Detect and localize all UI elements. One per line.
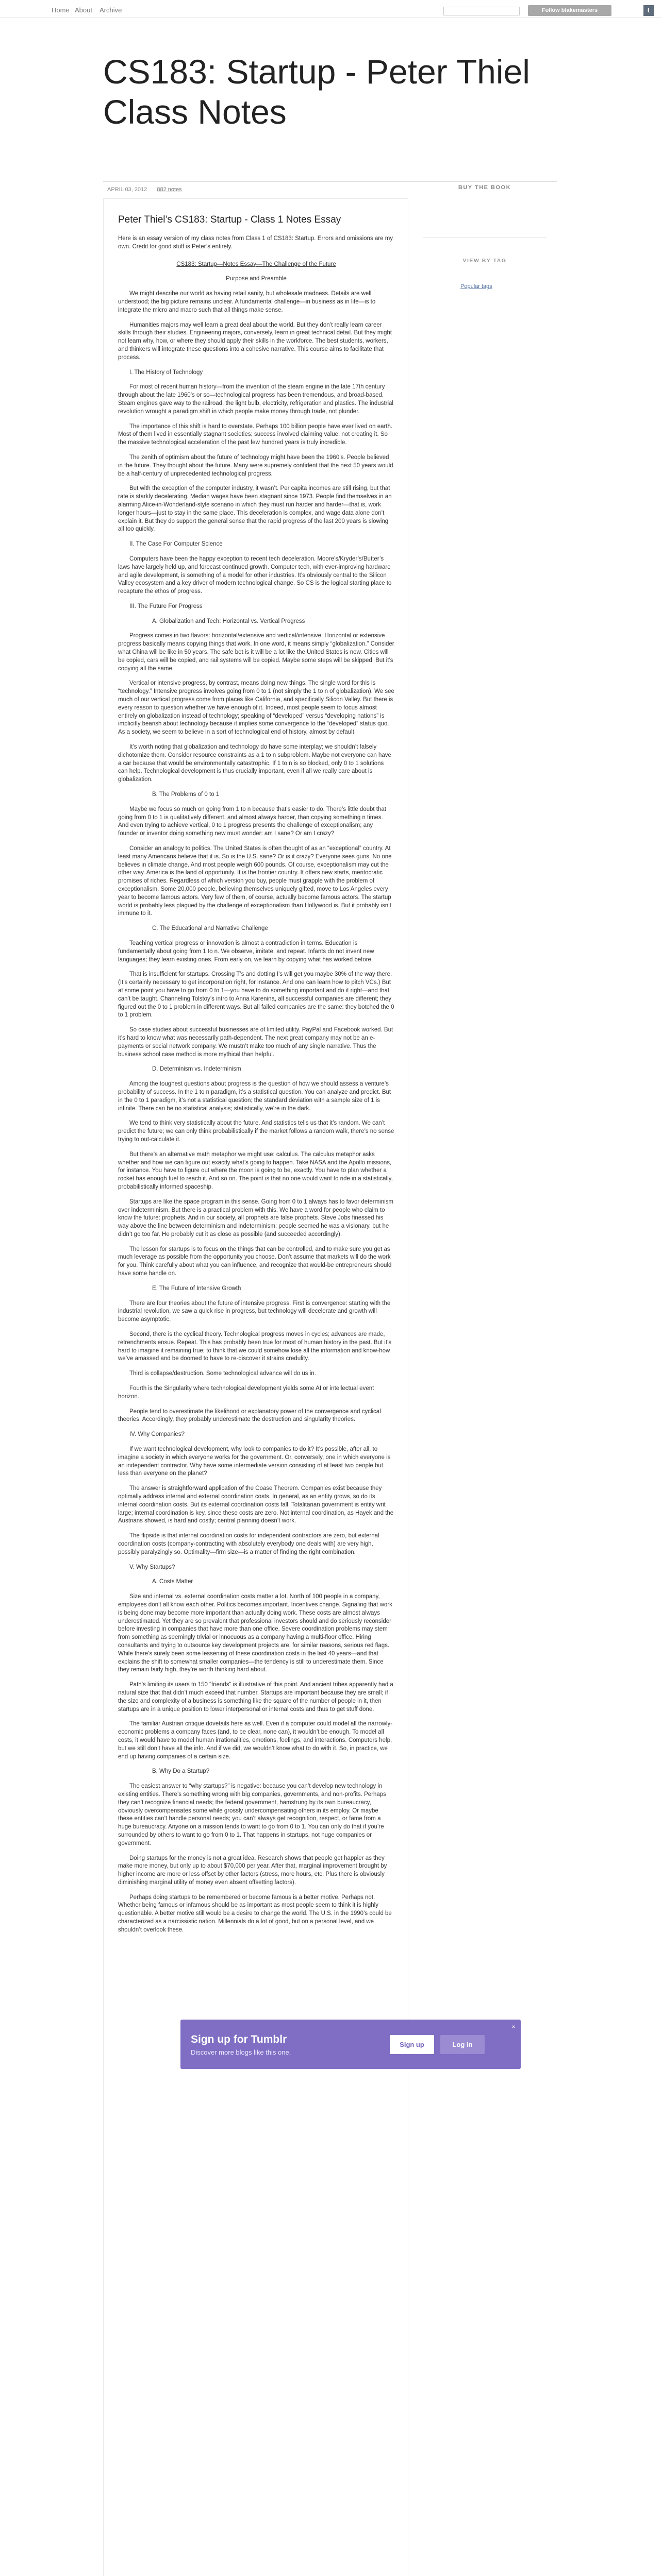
post-paragraph: The easiest answer to “why startups?” is negative: because you can’t develop new technology in existing entities. There’s something wrong with big companies, governments, and non-profits. Perhaps they can’t recognize financial needs; the federal government, hamstrung by its own bureaucracy, obviously overcompensates some while grossly undercompensating others in its employ. Or maybe these entities can’t handle personal needs; you can’t always get recognition, respect, or fame from a huge bureaucracy. Anyone on a mission tends to want to go from 0 to 1. You can only do that if you’re surrounded by others to want to go from 0 to 1. That happens in startups, not huge companies or government. (118, 1783, 386, 1846)
post-paragraph: That is insufficient for startups. Crossing T’s and dotting I’s will get you maybe 30% of the way there. (It’s certainly necessary to get incorporation right, for instance. And one can learn how to pitch VCs.) But at some point you have to go from 0 to 1—you have to do something important and do it right—and that can’t be taught. Channeling Tolstoy’s intro to Anna Karenina, all successful companies are different; they figured out the 0 to 1 problem in different ways. But all failed companies are the same: they botched the 0 to 1 problem. (118, 971, 394, 1019)
sidebar-divider-2 (423, 237, 547, 238)
section-heading: B. The Problems of 0 to 1 (152, 791, 220, 798)
follow-button[interactable]: Follow blakemasters (528, 5, 611, 16)
tumblr-signup-banner (180, 2020, 521, 2069)
post-paragraph: So case studies about successful businesses are of limited utility. PayPal and Facebook worked. But it’s hard to know what was necessarily path-dependent. The next great company may not be an e-payments or social network company. We mustn’t make too much of any single narrative. Thus the business school case method is more mythical than helpful. (118, 1027, 393, 1058)
post-paragraph: There are four theories about the future of intensive progress. First is convergence: starting with the industrial revolution, we saw a quick rise in progress, but technology will decelerate and growth will become asymptotic. (118, 1300, 391, 1323)
post-paragraph: Maybe we focus so much on going from 1 to n because that’s easier to do. There’s little doubt that going from 0 to 1 is qualitatively different, and almost always harder, than copying something n times. And even trying to achieve vertical, 0 to 1 progress presents the challenge of exceptionalism; any founder or inventor doing something new must wonder: am I sane? Or am I crazy? (118, 806, 386, 837)
banner-title: Sign up for Tumblr (191, 2033, 287, 2045)
nav-home-link[interactable]: Home (52, 6, 70, 14)
section-heading: D. Determinism vs. Indeterminism (152, 1066, 241, 1073)
post-paragraphs (118, 290, 394, 1934)
post-paragraph: Progress comes in two flavors: horizontal/extensive and vertical/intensive. Horizontal or extensive progress basically means copying things that work. In one word, it means simply “globalization.” Consider what China will be like in 50 years. The safe bet is it will be a lot like the United States is now. Cities will be copied, cars will be copied, and rail systems will be copied. Maybe some steps will be skipped. But it’s copying all the same. (118, 633, 394, 672)
post-paragraph: We tend to think very statistically about the future. And statistics tells us that it’s random. We can’t predict the future; we can only think probabilistically if the market follows a random walk, there’s no sense trying to out-calculate it. (118, 1120, 394, 1143)
page-title: CS183: Startup - Peter Thiel Class Notes (103, 53, 530, 131)
post-paragraph: Third is collapse/destruction. Some technological advance will do us in. (129, 1370, 316, 1377)
post-paragraph: Vertical or intensive progress, by contrast, means doing new things. The single word for this is “technology.” Intensive progress involves going from 0 to 1 (not simply the 1 to n of globalization). We see much of our vertical progress come from places like California, and specifically Silicon Valley. But there is every reason to question whether we have enough of it. Indeed, most people seem to focus almost entirely on globalization instead of technology; speaking of “developed” versus “developing nations” is implicitly bearish about technology because it implies some convergence to the “developed” status quo. As a society, we seem to believe in a sort of technological end of history, almost by default. (118, 680, 394, 736)
post-paragraph: If we want technological development, why look to companies to do it? It’s possible, after all, to imagine a society in which everyone works for the government. Or, conversely, one in which everyone is an independent contractor. Why have some intermediate version consisting of at least two people but less than everyone on the planet? (118, 1446, 391, 1477)
post-body (118, 214, 394, 1941)
post-paragraph: The answer is straightforward application of the Coase Theorem. Companies exist because they optimally address internal and external coordination costs. In general, as an entity grows, so do its internal coordination costs. But its external coordination costs fall. Totalitarian government is entity writ large; internal coordination is key, since these costs are zero. Not internal coordination, as Hayek and the Austrians showed, is hard and costly; central planning doesn’t work. (118, 1485, 394, 1524)
post-paragraph: Computers have been the happy exception to recent tech deceleration. Moore’s/Kryder’s/Butter’s laws have largely held up, and forecast continued growth. Computer tech, with ever-improving hardware and agile development, is something of a model for other industries. It’s obviously central to the Silicon Valley ecosystem and a key driver of modern technological change. So CS is the logical starting place to recapture the ethos of progress. (118, 555, 392, 595)
section-heading: A. Globalization and Tech: Horizontal vs. Vertical Progress (152, 618, 305, 624)
post-paragraph: Fourth is the Singularity where technological development yields some AI or intellectual event horizon. (118, 1385, 374, 1400)
section-heading: C. The Educational and Narrative Challenge (152, 925, 268, 932)
section-heading: B. Why Do a Startup? (152, 1768, 210, 1775)
post-paragraph: It’s worth noting that globalization and technology do have some interplay; we shouldn’t falsely dichotomize them. Consider resource constraints as a 1 to n subproblem. Maybe not everyone can have a car because that would be environmentally catastrophic. If 1 to n is so blocked, only 0 to 1 solutions can help. Technological development is thus crucially important, even if all we really care about is globalization. (118, 744, 391, 783)
post-paragraph: The lesson for startups is to focus on the things that can be controlled, and to make sure you get as much leverage as possible from the opportunity you choose. Don’t assume that markets will do the work for you. Think carefully about what you can influence, and recognize that would-be entrepreneurs should have some handle on. (118, 1246, 392, 1277)
post-paragraph: Size and internal vs. external coordination costs matter a lot. North of 100 people in a company, employees don’t all know each other. Politics becomes important. Incentives change. Signaling that work is being done may become more important than actually doing work. These costs are almost always underestimated. Yet they are so prevalent that professional investors should and do seriously reconsider before investing in companies that have more than one office. Severe coordination problems may stem from something as seemingly trivial or innocuous as a company having a multi-floor office. Hiring consultants and trying to outsource key development projects are, for similar reasons, serious red flags. While there’s surely been some lessening of these coordination costs in the last 40 years—and that explains the shift to somewhat smaller companies—the tendency is still to underestimate them. Since they remain fairly high, they’re worth thinking hard about. (118, 1594, 392, 1673)
section-heading: A. Costs Matter (152, 1579, 193, 1585)
close-icon[interactable]: × (511, 2023, 516, 2030)
section-heading: E. The Future of Intensive Growth (152, 1285, 241, 1292)
section-heading-purpose: Purpose and Preamble (226, 276, 287, 282)
post-paragraph: Second, there is the cyclical theory. Technological progress moves in cycles; advances are made, retrenchments ensue. Repeat. This has probably been true for most of human history in the past. But it’s hard to imagine it remaining true; to think that we could somehow lose all the information and know-how we’ve amassed and be doomed to have to re-discover it strains credulity. (118, 1331, 392, 1362)
post-title: Peter Thiel’s CS183: Startup - Class 1 Notes Essay (118, 214, 341, 225)
post-notes-link[interactable]: 882 notes (157, 187, 182, 193)
essay-link[interactable]: CS183: Startup—Notes Essay—The Challenge of the Future (176, 261, 336, 267)
section-heading: V. Why Startups? (129, 1564, 175, 1570)
section-heading: III. The Future For Progress (129, 603, 203, 609)
post-paragraph: For most of recent human history—from the invention of the steam engine in the late 17th century through about the late 1960’s or so—technological progress has been tremendous, and broad-based. Steam engines gave way to the railroad, the light bulb, electricity, refrigeration and plastics. The industrial revolution wrought a paradigm shift in which people make money through trade, not plunder. (118, 384, 393, 415)
post-card (103, 198, 408, 2576)
buy-the-book-heading: BUY THE BOOK (458, 184, 511, 191)
search-input[interactable] (443, 7, 520, 15)
view-by-tag-heading: VIEW BY TAG (462, 258, 507, 264)
post-paragraph: People tend to overestimate the likelihood or explanatory power of the convergence and cyclical theories. Accordingly, they probably underestimate the destruction and singularity theories. (118, 1408, 381, 1423)
section-heading: I. The History of Technology (129, 369, 203, 376)
sign-up-button[interactable]: Sign up (390, 2035, 434, 2054)
post-paragraph: Startups are like the space program in this sense. Going from 0 to 1 always has to favor determinism over indeterminism. But there is a practical problem with this. We have a word for people who claim to know the future: prophets. And in our society, all prophets are false prophets. Steve Jobs finessed his way above the line between determinism and indeterminism; people seemed he was a visionary, but he didn’t go too far. He probably cut it as close as possible (and succeeded accordingly). (118, 1198, 393, 1238)
post-meta (107, 187, 190, 193)
popular-tags-link[interactable]: Popular tags (460, 283, 492, 290)
banner-subtitle: Discover more blogs like this one. (191, 2048, 291, 2056)
nav-about-link[interactable]: About (75, 6, 92, 14)
nav-archive-link[interactable]: Archive (100, 6, 122, 14)
post-paragraph: The flipside is that internal coordination costs for independent contractors are zero, but external coordination costs (company-contracting with absolutely everybody one deals with) are very high, possibly paralyzingly so. Optimality—firm size—is a matter of finding the right combination. (118, 1533, 379, 1555)
post-paragraph: The zenith of optimism about the future of technology might have been the 1960’s. People believed in the future. They thought about the future. Many were supremely confident that the next 50 years would be a half-century of unprecedented technological progress. (118, 454, 393, 477)
post-paragraph: But with the exception of the computer industry, it wasn’t. Per capita incomes are still rising, but that rate is starkly decelerating. Median wages have been stagnant since 1973. People find themselves in an alarming Alice-in-Wonderland-style scenario in which they must run harder and harder—that is, work longer hours—just to stay in the same place. This deceleration is complex, and wage data alone don’t explain it. But they do support the general sense that the rapid progress of the last 200 years is slowing all too quickly. (118, 485, 392, 533)
post-paragraph: The familiar Austrian critique dovetails here as well. Even if a computer could model all the narrowly-economic problems a company faces (and, to be clear, none can), it wouldn’t be enough. To model all costs, it would have to model human irrationalities, emotions, feelings, and interactions. Computers help, but we still don’t have all the info. And if we did, we wouldn’t know what to do with it. So, in practice, we end up having companies of a certain size. (118, 1721, 393, 1760)
section-heading: II. The Case For Computer Science (129, 541, 223, 548)
post-paragraph: Doing startups for the money is not a great idea. Research shows that people get happier as they make more money, but only up to about $70,000 per year. After that, marginal improvement brought by higher income are more or less offset by other factors (stress, more hours, etc. Plus there is obviously diminishing marginal utility of money even absent offsetting factors). (118, 1855, 387, 1886)
post-paragraph: Teaching vertical progress or innovation is almost a contradiction in terms. Education is fundamentally about going from 1 to n. We observe, imitate, and repeat. Infants do not invent new languages; they learn existing ones. From early on, we learn by copying what has worked before. (118, 940, 374, 963)
sidebar-divider (412, 181, 557, 182)
section-heading: IV. Why Companies? (129, 1431, 185, 1438)
post-intro: Here is an essay version of my class notes from Class 1 of CS183: Startup. Errors and omissions are my own. Credit for good stuff is Peter’s entirely. (118, 235, 393, 250)
log-in-button[interactable]: Log in (440, 2035, 485, 2054)
post-paragraph: But there’s an alternative math metaphor we might use: calculus. The calculus metaphor asks whether and how we can figure out exactly what’s going to happen. Take NASA and the Apollo missions, for instance. You have to figure out where the moon is going to be, exactly. You have to plan whether a rocket has enough fuel to reach it. And so on. The point is that no one would want to ride in a statistically, probabilistically informed spaceship. (118, 1151, 393, 1190)
post-paragraph: Consider an analogy to politics. The United States is often thought of as an “exceptional” country. At least many Americans believe that it is. So is the U.S. sane? Or is it crazy? Everyone sees guns. No one believes in climate change. And most people weigh 600 pounds. Of course, exceptionalism may cut the other way. America is the land of opportunity. It is the frontier country. It offers new starts, meritocratic promises of riches. Regardless of which version you buy, people must grapple with the problem of exceptionalism. Some 20,000 people, believing themselves uniquely gifted, move to Los Angeles every year to become famous actors. Very few of them, of course, actually become famous actors. The startup world is probably less plagued by the challenge of exceptionalism than Hollywood is. But it probably isn’t immune to it. (118, 845, 392, 917)
top-navigation (0, 0, 662, 18)
tumblr-logo-icon[interactable]: t (643, 5, 654, 16)
post-paragraph: The importance of this shift is hard to overstate. Perhaps 100 billion people have ever lived on earth. Most of them lived in essentially stagnant societies; success involved claiming value, not creating it. So the massive technological acceleration of the past few hundred years is truly incredible. (118, 423, 393, 446)
post-date: APRIL 03, 2012 (107, 187, 147, 193)
post-paragraph: Humanities majors may well learn a great deal about the world. But they don’t really learn career skills through their studies. Engineering majors, conversely, learn in great technical detail. But they might not learn why, how, or where they should apply their skills in the workforce. The best students, workers, and thinkers will integrate these questions into a cohesive narrative. This course aims to facilitate that process. (118, 321, 392, 361)
post-paragraph: Perhaps doing startups to be remembered or become famous is a better motive. Perhaps not. Whether being famous or infamous should be as important as most people seem to think it is highly questionable. A better motive still would be a desire to change the world. The U.S. in the 1990’s could be characterized as a narcissistic nation. Millennials do a lot of good, but on a personal level, and we shouldn’t overlook these. (118, 1894, 392, 1933)
post-paragraph: Among the toughest questions about progress is the question of how we should assess a venture’s probability of success. In the 1 to n paradigm, it’s a statistical question. You can analyze and predict. But in the 0 to 1 paradigm, it’s not a statistical question; the standard deviation with a sample size of 1 is infinite. There can be no statistical analysis; statistically, we’re in the dark. (118, 1081, 391, 1112)
post-paragraph: We might describe our world as having retail sanity, but wholesale madness. Details are well understood; the big picture remains unclear. A fundamental challenge—in business as in life—is to integrate the micro and macro such that all things make sense. (118, 291, 376, 313)
post-paragraph: Path’s limiting its users to 150 “friends” is illustrative of this point. And ancient tribes apparently had a natural size that that didn’t much exceed that number. Startups are important because they are small; if the size and complexity of a business is something like the square of the number of people in it, then startups are in a unique position to lower interpersonal or internal costs and thus to get stuff done. (118, 1682, 393, 1713)
